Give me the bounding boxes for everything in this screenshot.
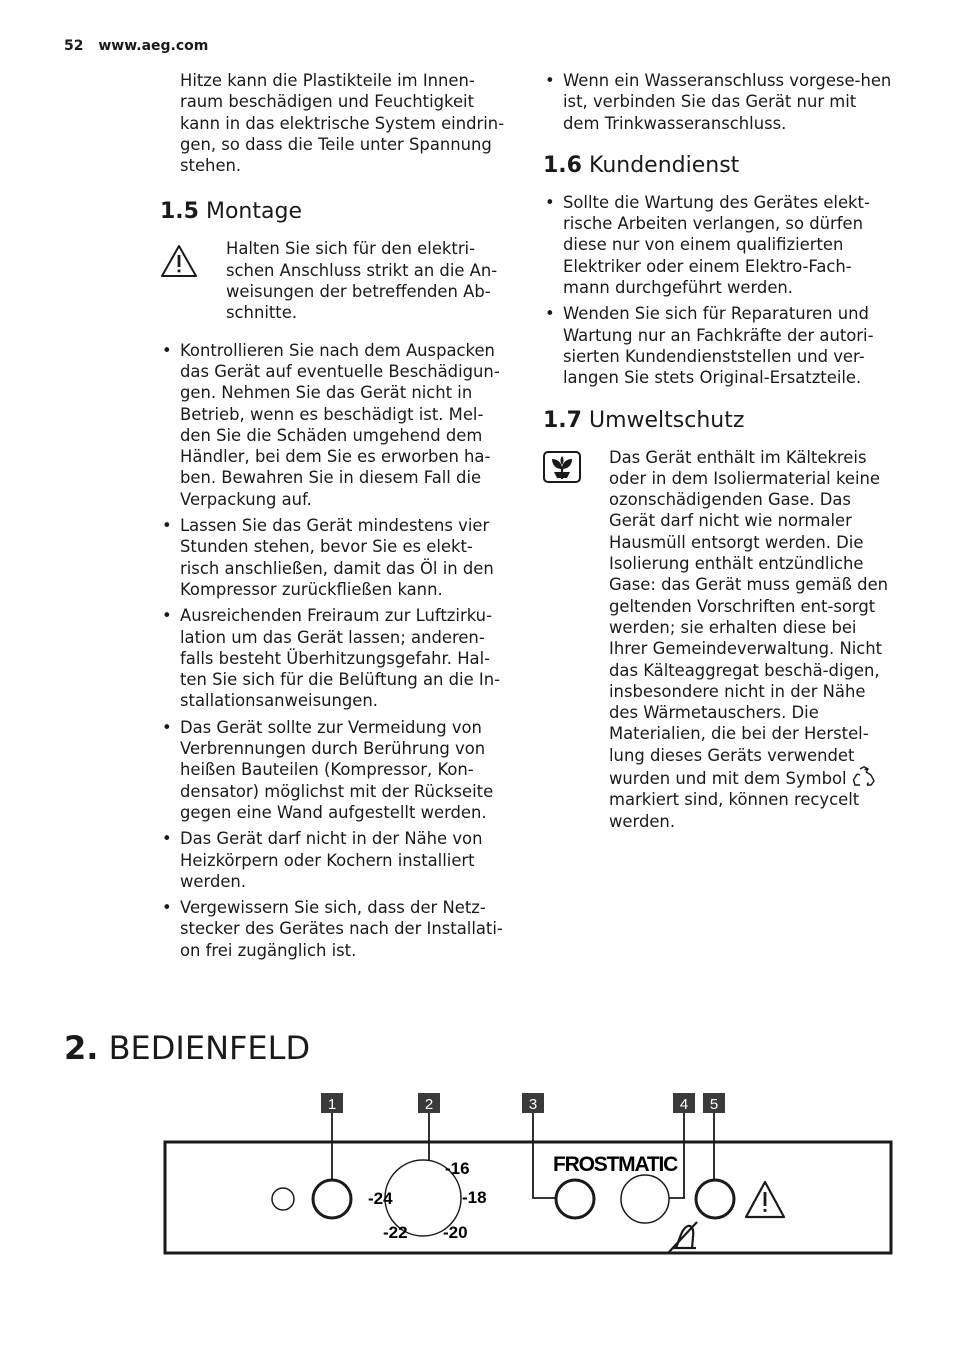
environment-text [609, 447, 893, 832]
list-item: • Vergewissern Sie sich, dass der Netz-stecker des Gerätes nach der Installati-on frei zugänglich ist. [160, 897, 510, 961]
section-heading-montage [160, 198, 510, 226]
page-number: 52 [64, 38, 84, 54]
dial-label: -16 [445, 1159, 470, 1178]
power-indicator-light [272, 1188, 294, 1210]
section-number: 1.6 [543, 152, 582, 178]
callout-1 [321, 1093, 343, 1113]
dial-label: -22 [383, 1223, 408, 1242]
warning-notice [160, 238, 510, 323]
control-1-button[interactable] [313, 1180, 351, 1218]
environment-text-part: Das Gerät enthält im Kältekreis oder in dem Isoliermaterial keine ozonschädigenden Gase. Das Gerät darf nicht wie normaler Hausmüll entsorgt werden. Die Isolierung enthält entzündliche Gase: das Gerät muss gemäß den geltenden Vorschriften ent-sorgt werden; sie erhalten diese bei Ihrer Gemeindeverwaltung. Nicht das Kälteaggregat beschä-digen, insbesondere nicht in der Nähe des Wärmetauschers. Die Materialien, die bei der Herstel-lung dieses Geräts verwendet wurden und mit dem Symbol [609, 447, 889, 789]
callout-3 [522, 1093, 544, 1113]
intro-paragraph: Hitze kann die Plastikteile im Innen-raum beschädigen und Feuchtigkeit kann in das elektrische System eindrin-gen, so dass die Teile unter Spannung stehen. [180, 71, 505, 176]
list-item: • Kontrollieren Sie nach dem Auspacken das Gerät auf eventuelle Beschädigun-gen. Nehmen Sie das Gerät nicht in Betrieb, wenn es beschädigt ist. Mel-den Sie die Schäden umgehend dem Händler, bei dem Sie es erworben ha-ben. Bewahren Sie in diesem Fall die Verpackung auf. [160, 340, 510, 510]
environment-plant-icon [543, 451, 581, 483]
frostmatic-button[interactable] [556, 1180, 594, 1218]
callout-2 [418, 1093, 440, 1113]
frostmatic-label: FROSTMATIC [553, 1153, 678, 1176]
montage-list [160, 340, 510, 961]
list-item: • Lassen Sie das Gerät mindestens vier Stunden stehen, bevor Sie es elekt-risch anschließen, damit das Öl in den Kompressor zurückfließen kann. [160, 515, 510, 600]
section-heading-kundendienst [543, 152, 893, 180]
callout-5 [703, 1093, 725, 1113]
water-list [543, 70, 893, 134]
section-number: 1.5 [160, 199, 199, 225]
warning-triangle-icon [746, 1182, 784, 1217]
alarm-off-button[interactable] [621, 1175, 669, 1223]
section-number: 1.7 [543, 407, 582, 433]
svg-text:5: 5 [709, 1096, 719, 1113]
dial-label: -20 [443, 1223, 468, 1242]
left-column [160, 70, 510, 966]
list-item: • Wenden Sie sich für Reparaturen und Wartung nur an Fachkräfte der autori-sierten Kundendienststellen und ver-langen Sie stets Original-Ersatzteile. [543, 303, 893, 388]
section-title: BEDIENFELD [108, 1029, 311, 1067]
section-title: Montage [205, 199, 302, 225]
control-panel-diagram [0, 1080, 954, 1270]
list-item: • Wenn ein Wasseranschluss vorgese-hen ist, verbinden Sie das Gerät nur mit dem Trinkwasseranschluss. [543, 70, 893, 134]
alarm-indicator-light [696, 1180, 734, 1218]
page-header [64, 38, 208, 54]
dial-label: -18 [462, 1188, 487, 1207]
section-title: Kundendienst [588, 152, 740, 178]
section-2-title [64, 1028, 310, 1068]
section-heading-umweltschutz [543, 407, 893, 435]
list-item: • Ausreichenden Freiraum zur Luftzirku-lation um das Gerät lassen; anderen-falls besteht Überhitzungsgefahr. Hal-ten Sie sich für die Belüftung an die In-stallationsanweisungen. [160, 605, 510, 711]
svg-text:1: 1 [327, 1096, 337, 1113]
right-column [543, 70, 893, 848]
svg-text:2: 2 [424, 1096, 434, 1113]
section-title: Umweltschutz [588, 407, 745, 433]
callout-4 [673, 1093, 695, 1113]
kundendienst-list [543, 192, 893, 389]
site-url: www.aeg.com [98, 38, 209, 54]
list-item: • Das Gerät sollte zur Vermeidung von Verbrennungen durch Berührung von heißen Bauteilen (Kompressor, Kon-densator) möglichst mit der Rückseite gegen eine Wand aufgestellt werden. [160, 717, 510, 823]
environment-notice [543, 447, 893, 832]
list-item: • Das Gerät darf nicht in der Nähe von Heizkörpern oder Kochern installiert werden. [160, 828, 510, 892]
warning-text: Halten Sie sich für den elektri-schen Anschluss strikt an die An-weisungen der betreffenden Ab-schnitte. [226, 239, 498, 323]
panel-frame [165, 1142, 891, 1253]
warning-triangle-icon [160, 244, 198, 278]
dial-label: -24 [368, 1189, 393, 1208]
svg-text:4: 4 [679, 1096, 689, 1113]
list-item: • Sollte die Wartung des Gerätes elekt-rische Arbeiten verlangen, so dürfen diese nur von einem qualifizierten Elektriker oder einem Elektro-Fach-mann durchgeführt werden. [543, 192, 893, 298]
bell-off-icon [669, 1222, 697, 1252]
section-number: 2. [64, 1029, 99, 1067]
svg-text:3: 3 [528, 1096, 538, 1113]
environment-text-part: markiert sind, können recycelt werden. [609, 790, 860, 831]
recycle-icon [852, 766, 876, 788]
